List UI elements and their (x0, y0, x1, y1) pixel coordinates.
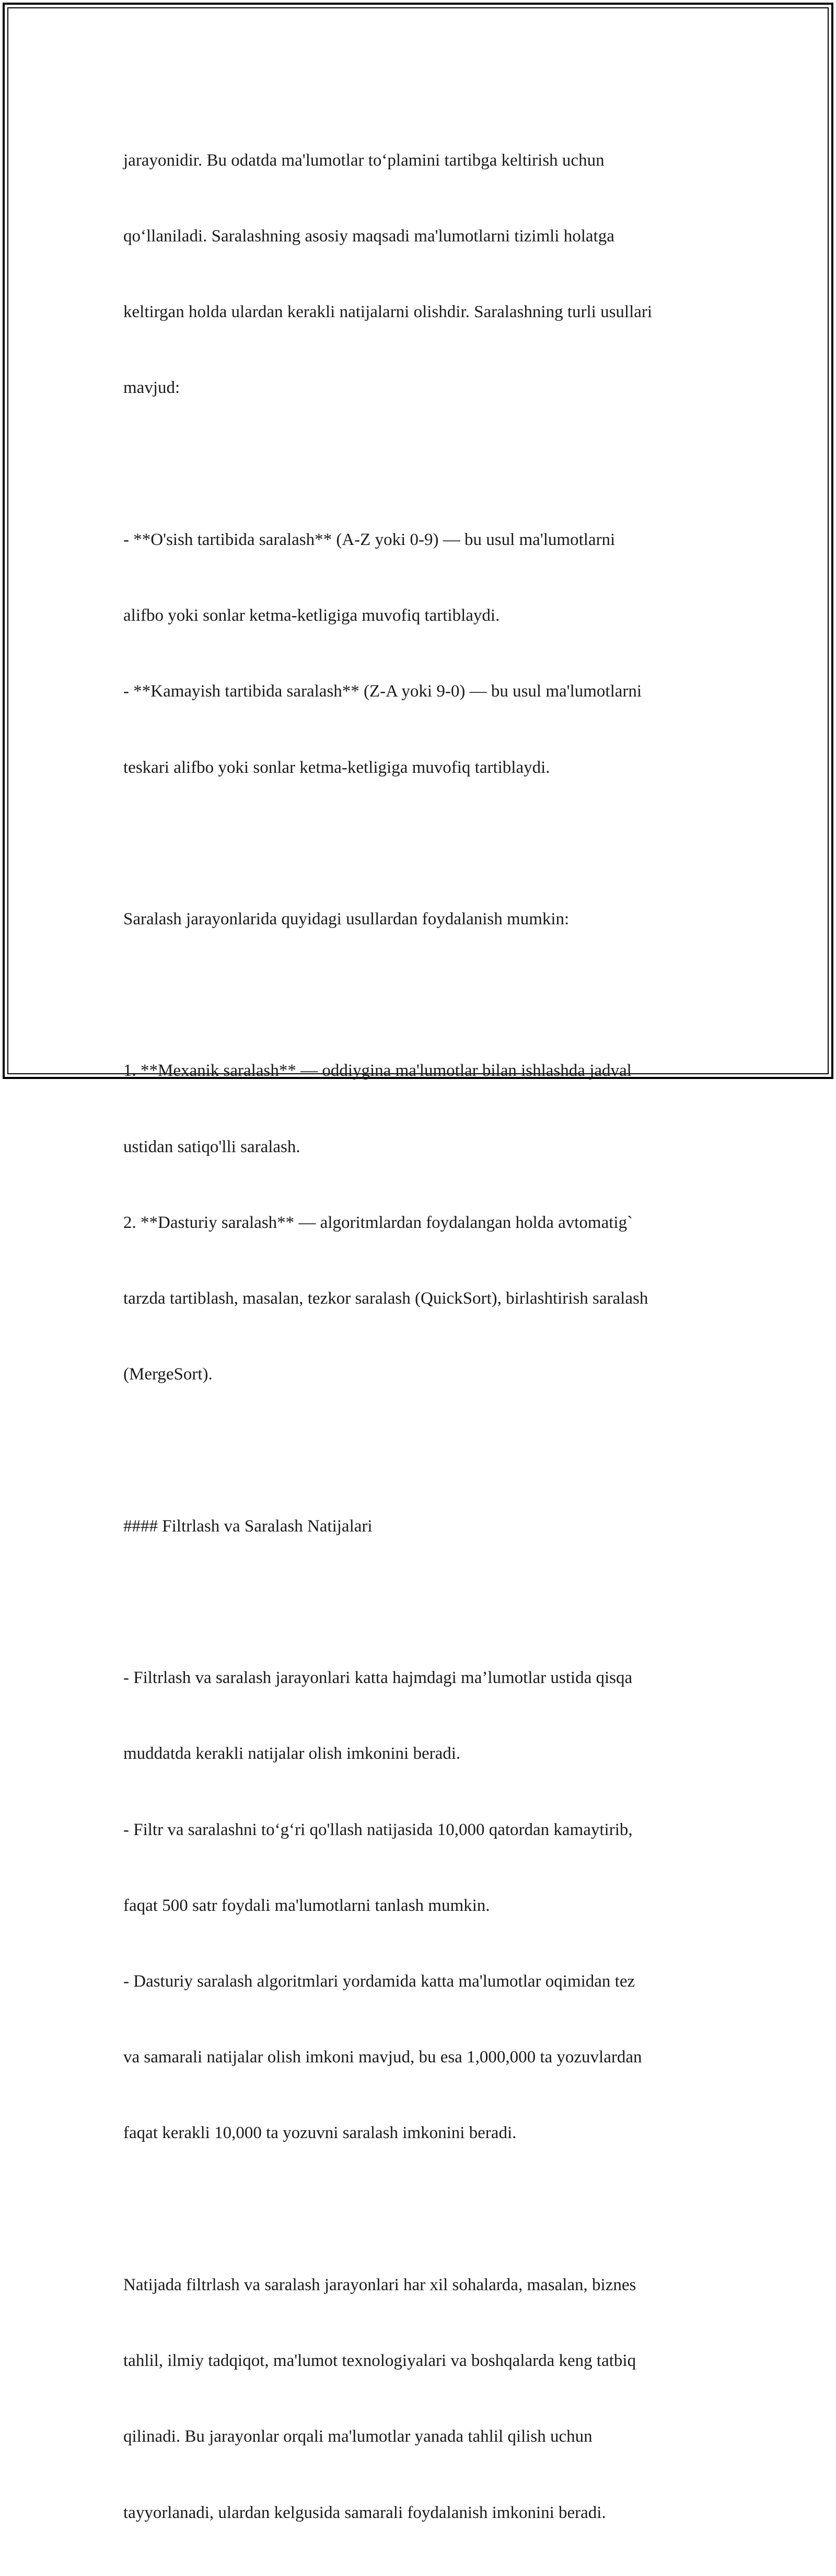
text-line: ustidan satiqo'lli saralash. (123, 1137, 300, 1156)
text-line: alifbo yoki sonlar ketma-ketligiga muvofiq tartiblaydi. (123, 606, 500, 625)
text-line: tarzda tartiblash, masalan, tezkor saralash (QuickSort), birlashtirish saralash (123, 1289, 648, 1308)
text-line: teskari alifbo yoki sonlar ketma-ketligiga muvofiq tartiblaydi. (123, 758, 550, 777)
paragraph-gap (123, 1589, 714, 1615)
text-line: faqat kerakli 10,000 ta yozuvni saralash imkonini beradi. (123, 2124, 517, 2143)
text-line: 1. **Mexanik saralash** — oddiygina ma'lumotlar bilan ishlashda jadval (123, 1061, 632, 1081)
text-line: keltirgan holda ulardan kerakli natijalarni olishdir. Saralashning turli usullari (123, 303, 653, 322)
paragraph-gap (123, 1437, 714, 1463)
paragraph-methods-list (123, 1008, 714, 1438)
heading-line: #### Filtrlash va Saralash Natijalari (123, 1516, 373, 1536)
paragraph-gap (123, 982, 714, 1007)
text-line: jarayonidir. Bu odatda ma'lumotlar to‘plamini tartibga keltirish uchun (123, 150, 605, 170)
text-line: - Dasturiy saralash algoritmlari yordamida katta ma'lumotlar oqimidan tez (123, 1971, 635, 1991)
paragraph-sort-order-list (123, 477, 714, 831)
paragraph-results-list (123, 1615, 714, 2196)
text-line: qo‘llaniladi. Saralashning asosiy maqsadi ma'lumotlarni tizimli holatga (123, 227, 614, 246)
paragraph-methods-intro (123, 856, 714, 982)
text-line: qilinadi. Bu jarayonlar orqali ma'lumotlar yanada tahlil qilish uchun (123, 2427, 593, 2446)
section-heading (123, 1463, 714, 1589)
text-line: - **O'sish tartibida saralash** (A-Z yoki 0-9) — bu usul ma'lumotlarni (123, 530, 616, 549)
paragraph-gap (123, 2197, 714, 2222)
text-line: muddatda kerakli natijalar olish imkonini beradi. (123, 1744, 461, 1763)
text-line: tahlil, ilmiy tadqiqot, ma'lumot texnologiyalari va boshqalarda keng tatbiq (123, 2351, 636, 2371)
paragraph-gap (123, 831, 714, 856)
text-line: Natijada filtrlash va saralash jarayonlari har xil sohalarda, masalan, biznes (123, 2275, 636, 2294)
text-line: mavjud: (123, 378, 180, 398)
text-line: va samarali natijalar olish imkoni mavjud, bu esa 1,000,000 ta yozuvlardan (123, 2048, 642, 2067)
text-line: faqat 500 satr foydali ma'lumotlarni tanlash mumkin. (123, 1896, 490, 1915)
text-line: tayyorlanadi, ulardan kelgusida samarali foydalanish imkonini beradi. (123, 2503, 606, 2522)
text-line: 2. **Dasturiy saralash** — algoritmlardan foydalangan holda avtomatig` (123, 1213, 633, 1232)
text-line: - Filtr va saralashni to‘g‘ri qo'llash natijasida 10,000 qatordan kamaytirib, (123, 1820, 633, 1839)
text-line: - Filtrlash va saralash jarayonlari katta hajmdagi ma’lumotlar ustida qisqa (123, 1668, 633, 1688)
text-line: Saralash jarayonlarida quyidagi usullardan foydalanish mumkin: (123, 909, 570, 929)
document-body (123, 97, 714, 2576)
text-line: - **Kamayish tartibida saralash** (Z-A yoki 9-0) — bu usul ma'lumotlarni (123, 682, 642, 701)
paragraph-conclusion (123, 2222, 714, 2576)
paragraph-intro (123, 97, 714, 451)
paragraph-gap (123, 451, 714, 477)
text-line: (MergeSort). (123, 1365, 213, 1384)
